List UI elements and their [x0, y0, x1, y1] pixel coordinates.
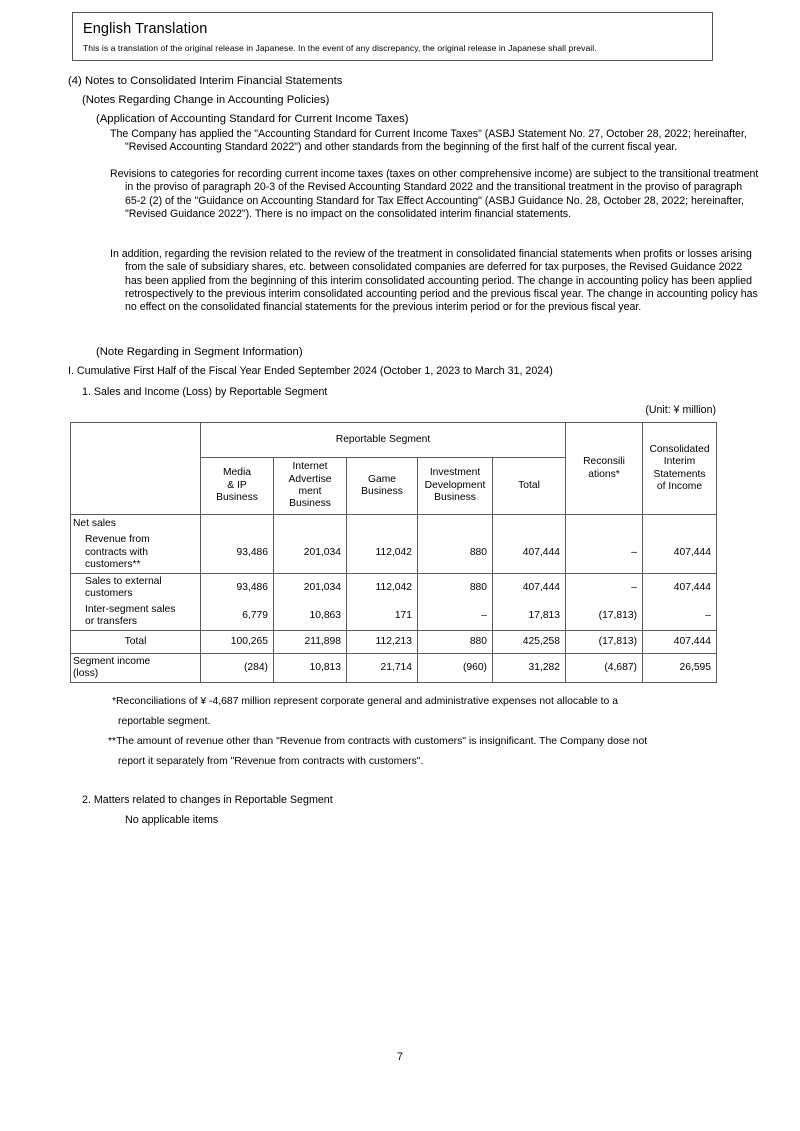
cell-value: 201,034: [274, 574, 347, 603]
table-title: 1. Sales and Income (Loss) by Reportable Segment: [82, 386, 328, 398]
row-label-line-3: customers**: [85, 559, 141, 571]
cell-value: [201, 515, 274, 534]
page-number: 7: [397, 1051, 403, 1063]
cell-value: 211,898: [274, 631, 347, 654]
internet-line-2: Advertise: [288, 473, 332, 485]
cell-value: 425,258: [493, 631, 566, 654]
table-header-row-1: [71, 423, 717, 458]
column-header-media-ip: [201, 458, 274, 515]
invest-line-2: Development: [424, 479, 486, 491]
recon-line-2: ations*: [588, 468, 620, 480]
row-label-revenue-from-contracts: [71, 533, 201, 574]
cell-value: 407,444: [643, 631, 717, 654]
table-row: [71, 515, 717, 534]
internet-line-4: Business: [289, 498, 331, 510]
game-line-1: Game: [367, 473, 397, 485]
cell-value: 10,863: [274, 602, 347, 631]
paragraph-2: Revisions to categories for recording current income taxes (taxes on other comprehensive income) are subject to the transitional treatment in the proviso of paragraph 20-3 of the Revised Accounting Standard 2022 and the transitional treatment in the proviso of paragraph 65-2 (2) of the "Guidance on Accounting Standard for Tax Effect Accounting" (ASBJ Guidance No. 28, October 28, 2022; hereinafter, "Revised Guidance 2022"). There is no impact on the consolidated interim financial statements.: [110, 168, 759, 220]
subsection-heading: (Notes Regarding Change in Accounting Policies): [82, 94, 330, 106]
banner-subtitle: This is a translation of the original release in Japanese. In the event of any discrepancy, the original release in Japanese shall prevail.: [83, 43, 597, 53]
internet-line-1: Internet: [292, 461, 328, 473]
row-label-line-1: Segment income: [73, 655, 151, 667]
cell-value: [493, 515, 566, 534]
cell-value: 880: [418, 574, 493, 603]
table-row: [71, 574, 717, 603]
table-row: [71, 533, 717, 574]
segment-table: [70, 422, 717, 683]
cell-value: (17,813): [566, 631, 643, 654]
consol-line-1: Consolidated: [649, 443, 710, 455]
group-header-reportable-segment: Reportable Segment: [201, 423, 566, 458]
period-heading: I. Cumulative First Half of the Fiscal Year Ended September 2024 (October 1, 2023 to March 31, 2024): [68, 365, 553, 377]
english-translation-banner: [72, 12, 713, 61]
cell-value: 93,486: [201, 533, 274, 574]
cell-value: –: [566, 574, 643, 603]
row-label-line-2: (loss): [73, 668, 99, 679]
cell-value: 100,265: [201, 631, 274, 654]
cell-value: 112,042: [347, 574, 418, 603]
cell-value: 112,042: [347, 533, 418, 574]
banner-title: English Translation: [83, 21, 208, 37]
row-label-net-sales: Net sales: [71, 515, 201, 534]
cell-value: 407,444: [493, 574, 566, 603]
consol-line-3: Statements: [653, 468, 706, 480]
row-label-sales-to-external-customers: [71, 574, 201, 603]
row-label-line-1: Inter-segment sales: [85, 603, 176, 615]
cell-value: 10,813: [274, 654, 347, 683]
internet-line-3: ment: [298, 486, 322, 497]
footnote-1-line-1: *Reconciliations of ¥ -4,687 million represent corporate general and administrative expenses not allocable to a: [112, 696, 618, 707]
invest-line-3: Business: [434, 492, 476, 504]
cell-value: 26,595: [643, 654, 717, 683]
cell-value: [566, 515, 643, 534]
corner-cell: [71, 423, 201, 515]
cell-value: 6,779: [201, 602, 274, 631]
row-label-line-1: Sales to external: [85, 575, 162, 587]
row-label-line-1: Revenue from: [85, 534, 150, 546]
row-label-line-2: contracts with: [85, 546, 148, 558]
consol-line-4: of Income: [656, 480, 703, 492]
cell-value: 880: [418, 533, 493, 574]
row-label-inter-segment-sales: [71, 602, 201, 631]
section-heading: (4) Notes to Consolidated Interim Financial Statements: [68, 75, 343, 87]
cell-value: 112,213: [347, 631, 418, 654]
cell-value: 93,486: [201, 574, 274, 603]
paragraph-3: In addition, regarding the revision related to the review of the treatment in consolidated financial statements when profits or losses arising from the sale of subsidiary shares, etc. between consolidated companies are deferred for tax purposes, the Revised Guidance 2022 has been applied from the beginning of this interim consolidated accounting period. The change in accounting policy has been applied retrospectively to the previous interim consolidated accounting period and the previous fiscal year. The change in accounting policy has no effect on the consolidated financial statements for the previous interim period or for the previous fiscal year.: [110, 248, 758, 314]
column-header-total: Total: [493, 458, 566, 515]
cell-value: 407,444: [643, 574, 717, 603]
cell-value: 31,282: [493, 654, 566, 683]
cell-value: 407,444: [643, 533, 717, 574]
cell-value: [274, 515, 347, 534]
invest-line-1: Investment: [429, 467, 481, 479]
cell-value: 21,714: [347, 654, 418, 683]
matters-body: No applicable items: [125, 814, 219, 826]
cell-value: (4,687): [566, 654, 643, 683]
media-line-1: Media: [222, 467, 252, 479]
media-line-2: & IP: [227, 479, 247, 491]
column-header-game: [347, 458, 418, 515]
segment-note-heading: (Note Regarding in Segment Information): [96, 346, 303, 358]
footnote-1-line-2: reportable segment.: [118, 716, 211, 727]
footnote-2-line-2: report it separately from "Revenue from contracts with customers".: [118, 756, 424, 767]
column-header-reconciliations: [566, 423, 643, 515]
media-line-3: Business: [216, 492, 258, 504]
consol-line-2: Interim: [663, 456, 696, 468]
cell-value: [347, 515, 418, 534]
row-label-line-2: customers: [85, 588, 133, 599]
paragraph-1: The Company has applied the "Accounting Standard for Current Income Taxes" (ASBJ Statement No. 27, October 28, 2022; hereinafter, "Revised Accounting Standard 2022") and other standards from the beginning of the first half of the current fiscal year.: [110, 128, 747, 154]
row-label-total: Total: [71, 631, 201, 654]
cell-value: 201,034: [274, 533, 347, 574]
column-header-consolidated: [643, 423, 717, 515]
table-row: [71, 654, 717, 683]
cell-value: [643, 515, 717, 534]
game-line-2: Business: [361, 486, 403, 497]
cell-value: (17,813): [566, 602, 643, 631]
cell-value: –: [566, 533, 643, 574]
table-row: [71, 631, 717, 654]
cell-value: 17,813: [493, 602, 566, 631]
column-header-investment-development: [418, 458, 493, 515]
cell-value: –: [643, 602, 717, 631]
cell-value: [418, 515, 493, 534]
subsubsection-heading: (Application of Accounting Standard for Current Income Taxes): [96, 113, 409, 125]
row-label-segment-income-loss: [71, 654, 201, 683]
cell-value: –: [418, 602, 493, 631]
unit-label: (Unit: ¥ million): [645, 404, 716, 416]
cell-value: 171: [347, 602, 418, 631]
cell-value: 407,444: [493, 533, 566, 574]
column-header-internet-advertisement: [274, 458, 347, 515]
matters-heading: 2. Matters related to changes in Reportable Segment: [82, 794, 333, 806]
cell-value: (284): [201, 654, 274, 683]
recon-line-1: Reconsili: [583, 456, 625, 468]
cell-value: 880: [418, 631, 493, 654]
footnote-2-line-1: **The amount of revenue other than "Revenue from contracts with customers" is insignificant. The Company dose not: [108, 736, 648, 747]
row-label-line-2: or transfers: [85, 616, 138, 627]
cell-value: (960): [418, 654, 493, 683]
table-row: [71, 602, 717, 631]
